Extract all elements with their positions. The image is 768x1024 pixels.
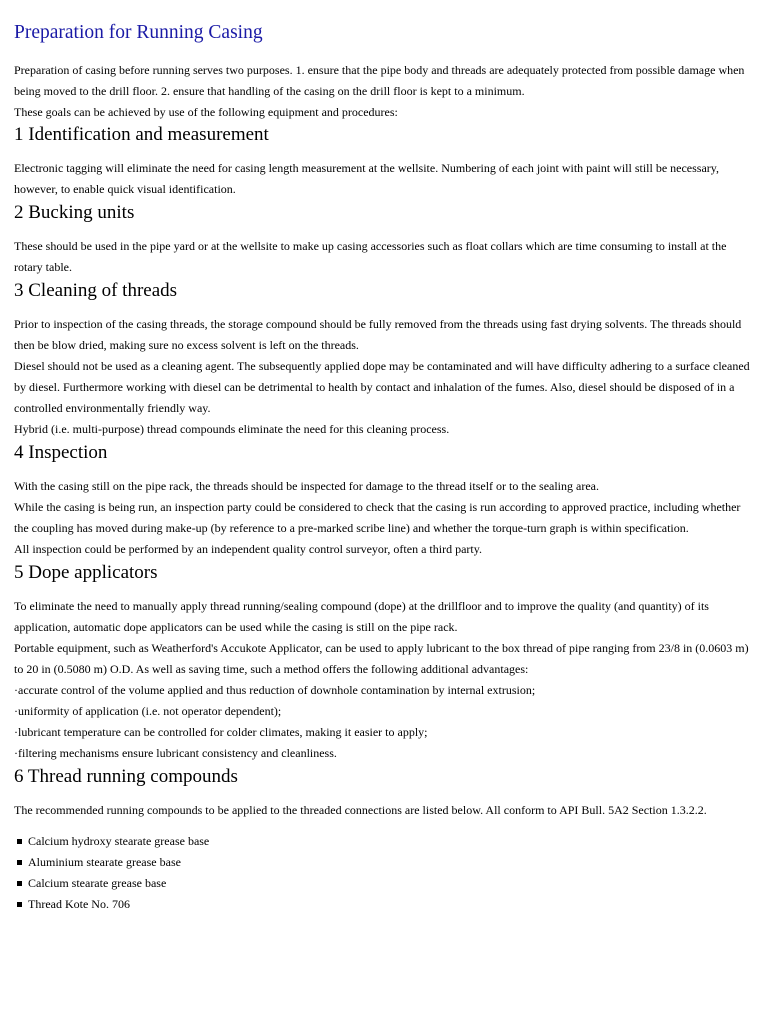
section-thread-compounds <box>14 765 754 915</box>
section-bucking-units <box>14 201 754 278</box>
section-paragraph: While the casing is being run, an inspection party could be considered to check that the casing is run according to approved practice, including whether the coupling has moved during make-up (by reference to a pre-marked scribe line) and whether the torque-turn graph is within specification. <box>14 500 741 535</box>
page-title: Preparation for Running Casing <box>14 22 263 43</box>
section-heading: 5 Dope applicators <box>14 562 158 583</box>
section-paragraph: With the casing still on the pipe rack, the threads should be inspected for damage to the thread itself or to the sealing area. <box>14 479 599 493</box>
intro-paragraph: These goals can be achieved by use of the following equipment and procedures: <box>14 105 398 119</box>
advantage-item: ·filtering mechanisms ensure lubricant consistency and cleanliness. <box>14 746 337 760</box>
section-identification <box>14 123 754 200</box>
bullet-icon <box>17 860 22 865</box>
list-item <box>14 831 754 852</box>
intro-paragraph: Preparation of casing before running serves two purposes. 1. ensure that the pipe body and threads are adequately protected from possible damage when being moved to the drill floor. 2. ensure that handling of the casing on the drill floor is kept to a minimum. <box>14 63 745 98</box>
advantage-item: ·uniformity of application (i.e. not operator dependent); <box>14 704 282 718</box>
section-heading: 4 Inspection <box>14 442 108 463</box>
section-inspection <box>14 441 754 560</box>
section-paragraph: The recommended running compounds to be applied to the threaded connections are listed below. All conform to API Bull. 5A2 Section 1.3.2.2. <box>14 803 707 817</box>
section-cleaning-threads <box>14 279 754 440</box>
bullet-icon <box>17 881 22 886</box>
bullet-icon <box>17 902 22 907</box>
section-heading: 3 Cleaning of threads <box>14 280 178 301</box>
compound-list <box>14 831 754 915</box>
section-paragraph: To eliminate the need to manually apply thread running/sealing compound (dope) at the drillfloor and to improve the quality (and quantity) of its application, automatic dope applicators can be used while the casing is still on the pipe rack. <box>14 599 709 634</box>
list-item-text: Calcium stearate grease base <box>28 876 167 890</box>
intro <box>14 60 754 123</box>
list-item <box>14 852 754 873</box>
list-item-text: Calcium hydroxy stearate grease base <box>28 834 210 848</box>
list-item <box>14 894 754 915</box>
section-heading: 2 Bucking units <box>14 202 135 223</box>
section-heading: 6 Thread running compounds <box>14 766 238 787</box>
section-paragraph: Diesel should not be used as a cleaning agent. The subsequently applied dope may be contaminated and will have difficulty adhering to a surface cleaned by diesel. Furthermore working with diesel can be detrimental to health by contact and inhalation of the fumes. Also, diesel should be disposed of in a controlled environmentally friendly way. <box>14 359 750 415</box>
section-paragraph: Hybrid (i.e. multi-purpose) thread compounds eliminate the need for this cleaning process. <box>14 422 450 436</box>
section-paragraph: Prior to inspection of the casing threads, the storage compound should be fully removed from the threads using fast drying solvents. The threads should then be blow dried, making sure no excess solvent is left on the threads. <box>14 317 742 352</box>
section-paragraph: Portable equipment, such as Weatherford's Accukote Applicator, can be used to apply lubricant to the box thread of pipe ranging from 23/8 in (0.0603 m) to 20 in (0.5080 m) O.D. As well as saving time, such a method offers the following additional advantages: <box>14 641 749 676</box>
bullet-icon <box>17 839 22 844</box>
list-item-text: Aluminium stearate grease base <box>28 855 181 869</box>
section-paragraph: All inspection could be performed by an independent quality control surveyor, often a third party. <box>14 542 482 556</box>
section-heading: 1 Identification and measurement <box>14 124 269 145</box>
advantage-item: ·lubricant temperature can be controlled for colder climates, making it easier to apply; <box>14 725 428 739</box>
section-dope-applicators <box>14 561 754 764</box>
list-item <box>14 873 754 894</box>
section-paragraph: Electronic tagging will eliminate the need for casing length measurement at the wellsite. Numbering of each joint with paint will still be necessary, however, to enable quick visual identification. <box>14 161 720 196</box>
list-item-text: Thread Kote No. 706 <box>28 897 130 911</box>
advantage-item: ·accurate control of the volume applied and thus reduction of downhole contamination by internal extrusion; <box>14 683 536 697</box>
section-paragraph: These should be used in the pipe yard or at the wellsite to make up casing accessories such as float collars which are time consuming to install at the rotary table. <box>14 239 727 274</box>
